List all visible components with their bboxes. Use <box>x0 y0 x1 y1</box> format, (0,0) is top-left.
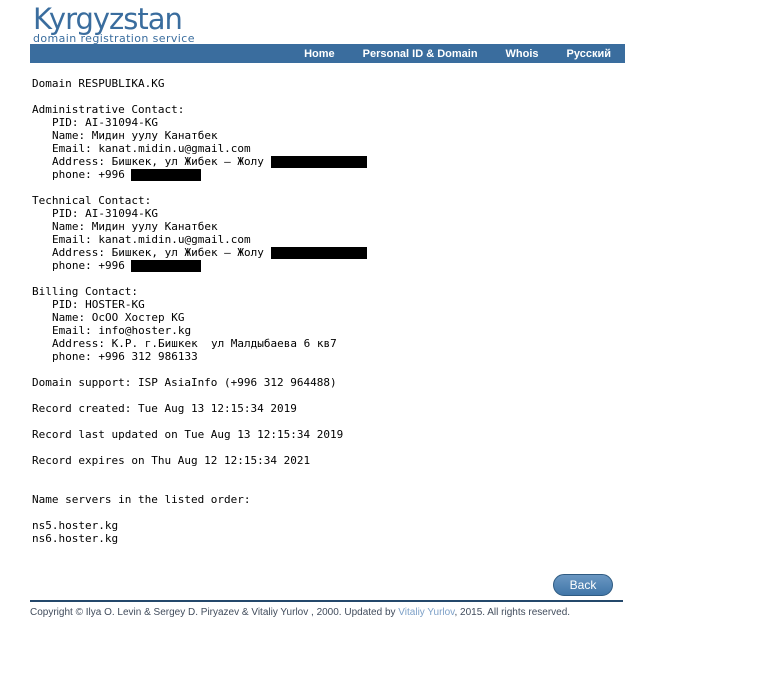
copyright-text: Copyright © Ilya O. Levin & Sergey D. Piryazev & Vitaliy Yurlov , 2000. Updated by <box>30 607 399 618</box>
record-created-line: Record created: Tue Aug 13 12:15:34 2019 <box>32 402 297 415</box>
nameserver-item: ns5.hoster.kg <box>32 519 119 532</box>
contact-address-text: Address: Бишкек, ул Жибек — Жолу <box>52 155 271 168</box>
whois-output <box>32 77 757 545</box>
domain-line: Domain RESPUBLIKA.KG <box>32 77 165 90</box>
contact-pid-line: PID: HOSTER-KG <box>52 298 145 311</box>
contact-heading: Billing Contact: <box>32 285 138 298</box>
site-header <box>0 0 757 63</box>
nav-personal-id-domain[interactable]: Personal ID & Domain <box>362 47 478 60</box>
contact-heading: Administrative Contact: <box>32 103 185 116</box>
technical-contact-block <box>32 194 757 272</box>
administrative-contact-block <box>32 103 757 181</box>
contact-phone-line: phone: +996 312 986133 <box>52 350 198 363</box>
footer-author-link[interactable]: Vitaliy Yurlov <box>398 607 455 618</box>
logo-subtitle: domain registration service <box>33 32 195 45</box>
contact-address-text: Address: Бишкек, ул Жибек — Жолу <box>52 246 271 259</box>
nameserver-item: ns6.hoster.kg <box>32 532 119 545</box>
redacted-phone-box <box>131 169 201 181</box>
nav-home[interactable]: Home <box>304 47 335 60</box>
contact-phone-line <box>32 259 757 272</box>
contact-phone-text: phone: +996 <box>52 168 132 181</box>
logo-title: Kyrgyzstan <box>33 2 182 36</box>
redacted-address-box <box>271 156 367 168</box>
footer <box>30 607 757 618</box>
contact-address-line: Address: К.Р. г.Бишкек ул Малдыбаева 6 кв7 <box>52 337 337 350</box>
footer-divider <box>30 600 623 602</box>
contact-heading: Technical Contact: <box>32 194 152 207</box>
record-expires-line: Record expires on Thu Aug 12 12:15:34 2021 <box>32 454 311 467</box>
nav-whois[interactable]: Whois <box>505 47 539 60</box>
contact-pid-line: PID: AI-31094-KG <box>52 116 158 129</box>
redacted-address-box <box>271 247 367 259</box>
contact-name-line: Name: Мидин уулу Канатбек <box>52 129 218 142</box>
contact-email-line: Email: kanat.midin.u@gmail.com <box>52 233 251 246</box>
contact-address-line <box>32 246 757 259</box>
domain-support-line: Domain support: ISP AsiaInfo (+996 312 964488) <box>32 376 337 389</box>
copyright-text-end: , 2015. All rights reserved. <box>454 607 571 618</box>
contact-name-line: Name: Мидин уулу Канатбек <box>52 220 218 233</box>
billing-contact-block <box>32 285 757 363</box>
contact-email-line: Email: kanat.midin.u@gmail.com <box>52 142 251 155</box>
contact-phone-line <box>32 168 757 181</box>
contact-email-line: Email: info@hoster.kg <box>52 324 192 337</box>
nav-russian[interactable]: Русский <box>566 47 611 60</box>
back-button-row <box>0 574 625 596</box>
main-nav <box>30 44 625 63</box>
contact-phone-text: phone: +996 <box>52 259 132 272</box>
back-button[interactable]: Back <box>553 574 613 596</box>
site-logo <box>0 0 757 44</box>
contact-address-line <box>32 155 757 168</box>
contact-pid-line: PID: AI-31094-KG <box>52 207 158 220</box>
nameservers-heading: Name servers in the listed order: <box>32 493 251 506</box>
record-updated-line: Record last updated on Tue Aug 13 12:15:34 2019 <box>32 428 344 441</box>
contact-name-line: Name: ОсОО Хостер KG <box>52 311 185 324</box>
redacted-phone-box <box>131 260 201 272</box>
